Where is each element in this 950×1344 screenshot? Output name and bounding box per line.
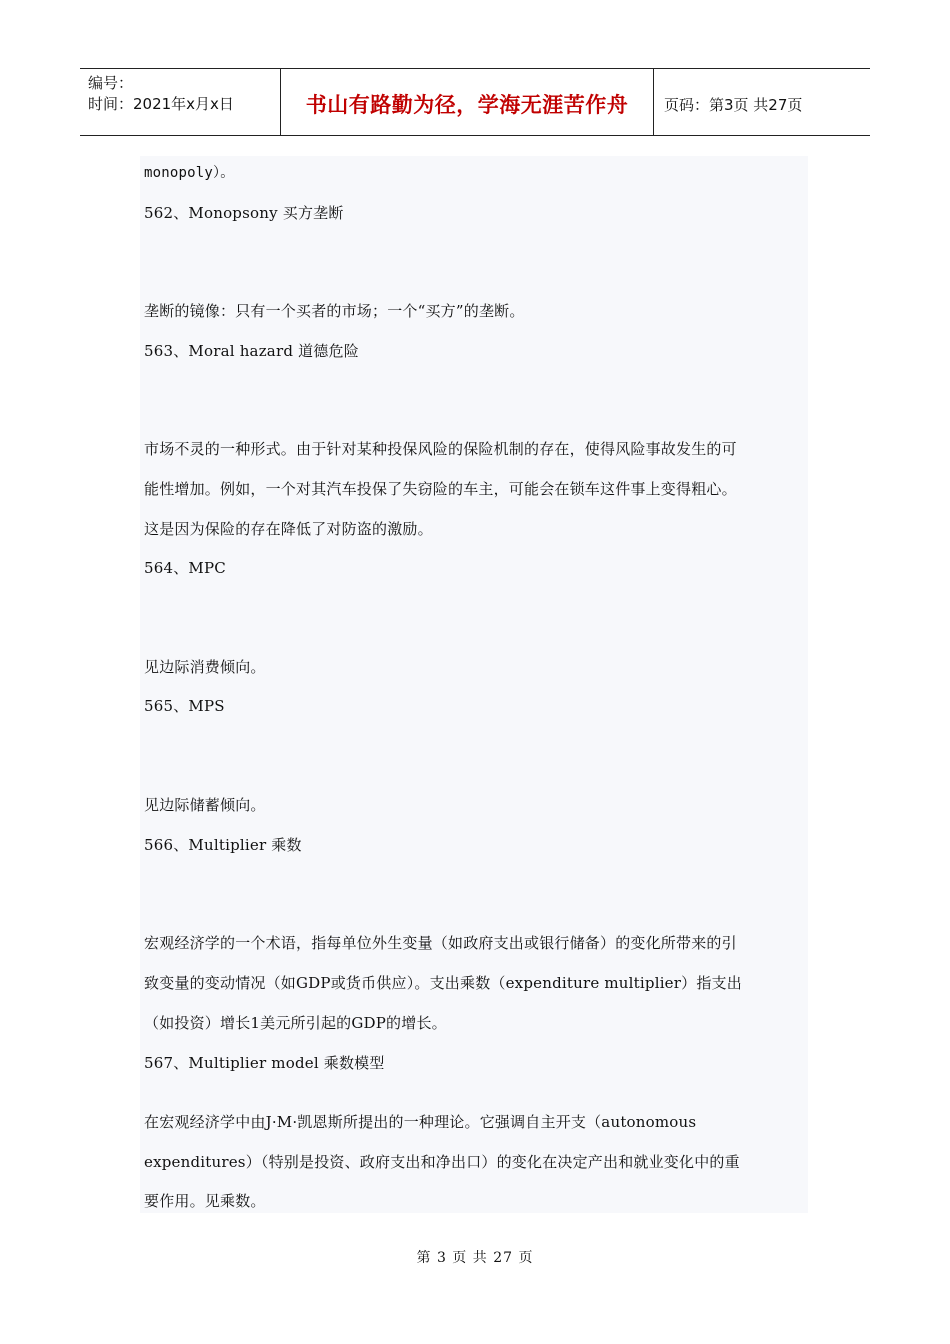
entry-heading-563: 563、Moral hazard 道德危险 [144,342,359,360]
text-line: 见边际储蓄倾向。 [144,796,266,814]
document-body [140,156,808,1213]
header-page-info: 页码：第3页 共27页 [664,95,803,114]
text-line: 垄断的镜像：只有一个买者的市场；一个“买方”的垄断。 [144,302,525,320]
entry-heading-566: 566、Multiplier 乘数 [144,836,302,854]
page-footer: 第 3 页 共 27 页 [416,1250,534,1266]
text-line: 能性增加。例如，一个对其汽车投保了失窃险的车主，可能会在锁车这件事上变得粗心。 [144,480,737,498]
text-line: expenditures）（特别是投资、政府支出和净出口）的变化在决定产出和就业变化中的重 [144,1153,740,1171]
text-line: （如投资）增长1美元所引起的GDP的增长。 [144,1014,447,1032]
header-motto: 书山有路勤为径，学海无涯苦作舟 [305,93,629,117]
header-meta [80,69,281,135]
entry-heading-564: 564、MPC [144,559,226,577]
entry-heading-562: 562、Monopsony 买方垄断 [144,204,344,222]
text-line: 市场不灵的一种形式。由于针对某种投保风险的保险机制的存在，使得风险事故发生的可 [144,440,737,458]
text-line: 在宏观经济学中由J·M·凯恩斯所提出的一种理论。它强调自主开支（autonomous [144,1113,697,1131]
text-line: 要作用。见乘数。 [144,1192,266,1210]
text-line: 见边际消费倾向。 [144,658,266,676]
text-line: monopoly）。 [144,165,235,181]
document-number-label: 编号： [88,74,134,92]
entry-heading-565: 565、MPS [144,697,225,715]
text-line: 宏观经济学的一个术语，指每单位外生变量（如政府支出或银行储备）的变化所带来的引 [144,934,737,952]
header-motto-cell [281,69,654,135]
page-header [80,68,870,136]
document-date-label: 时间：2021年x月x日 [88,95,234,113]
text-line: 致变量的变动情况（如GDP或货币供应）。支出乘数（expenditure multiplier）指支出 [144,974,742,992]
text-line: 这是因为保险的存在降低了对防盗的激励。 [144,520,433,538]
entry-heading-567: 567、Multiplier model 乘数模型 [144,1054,385,1072]
